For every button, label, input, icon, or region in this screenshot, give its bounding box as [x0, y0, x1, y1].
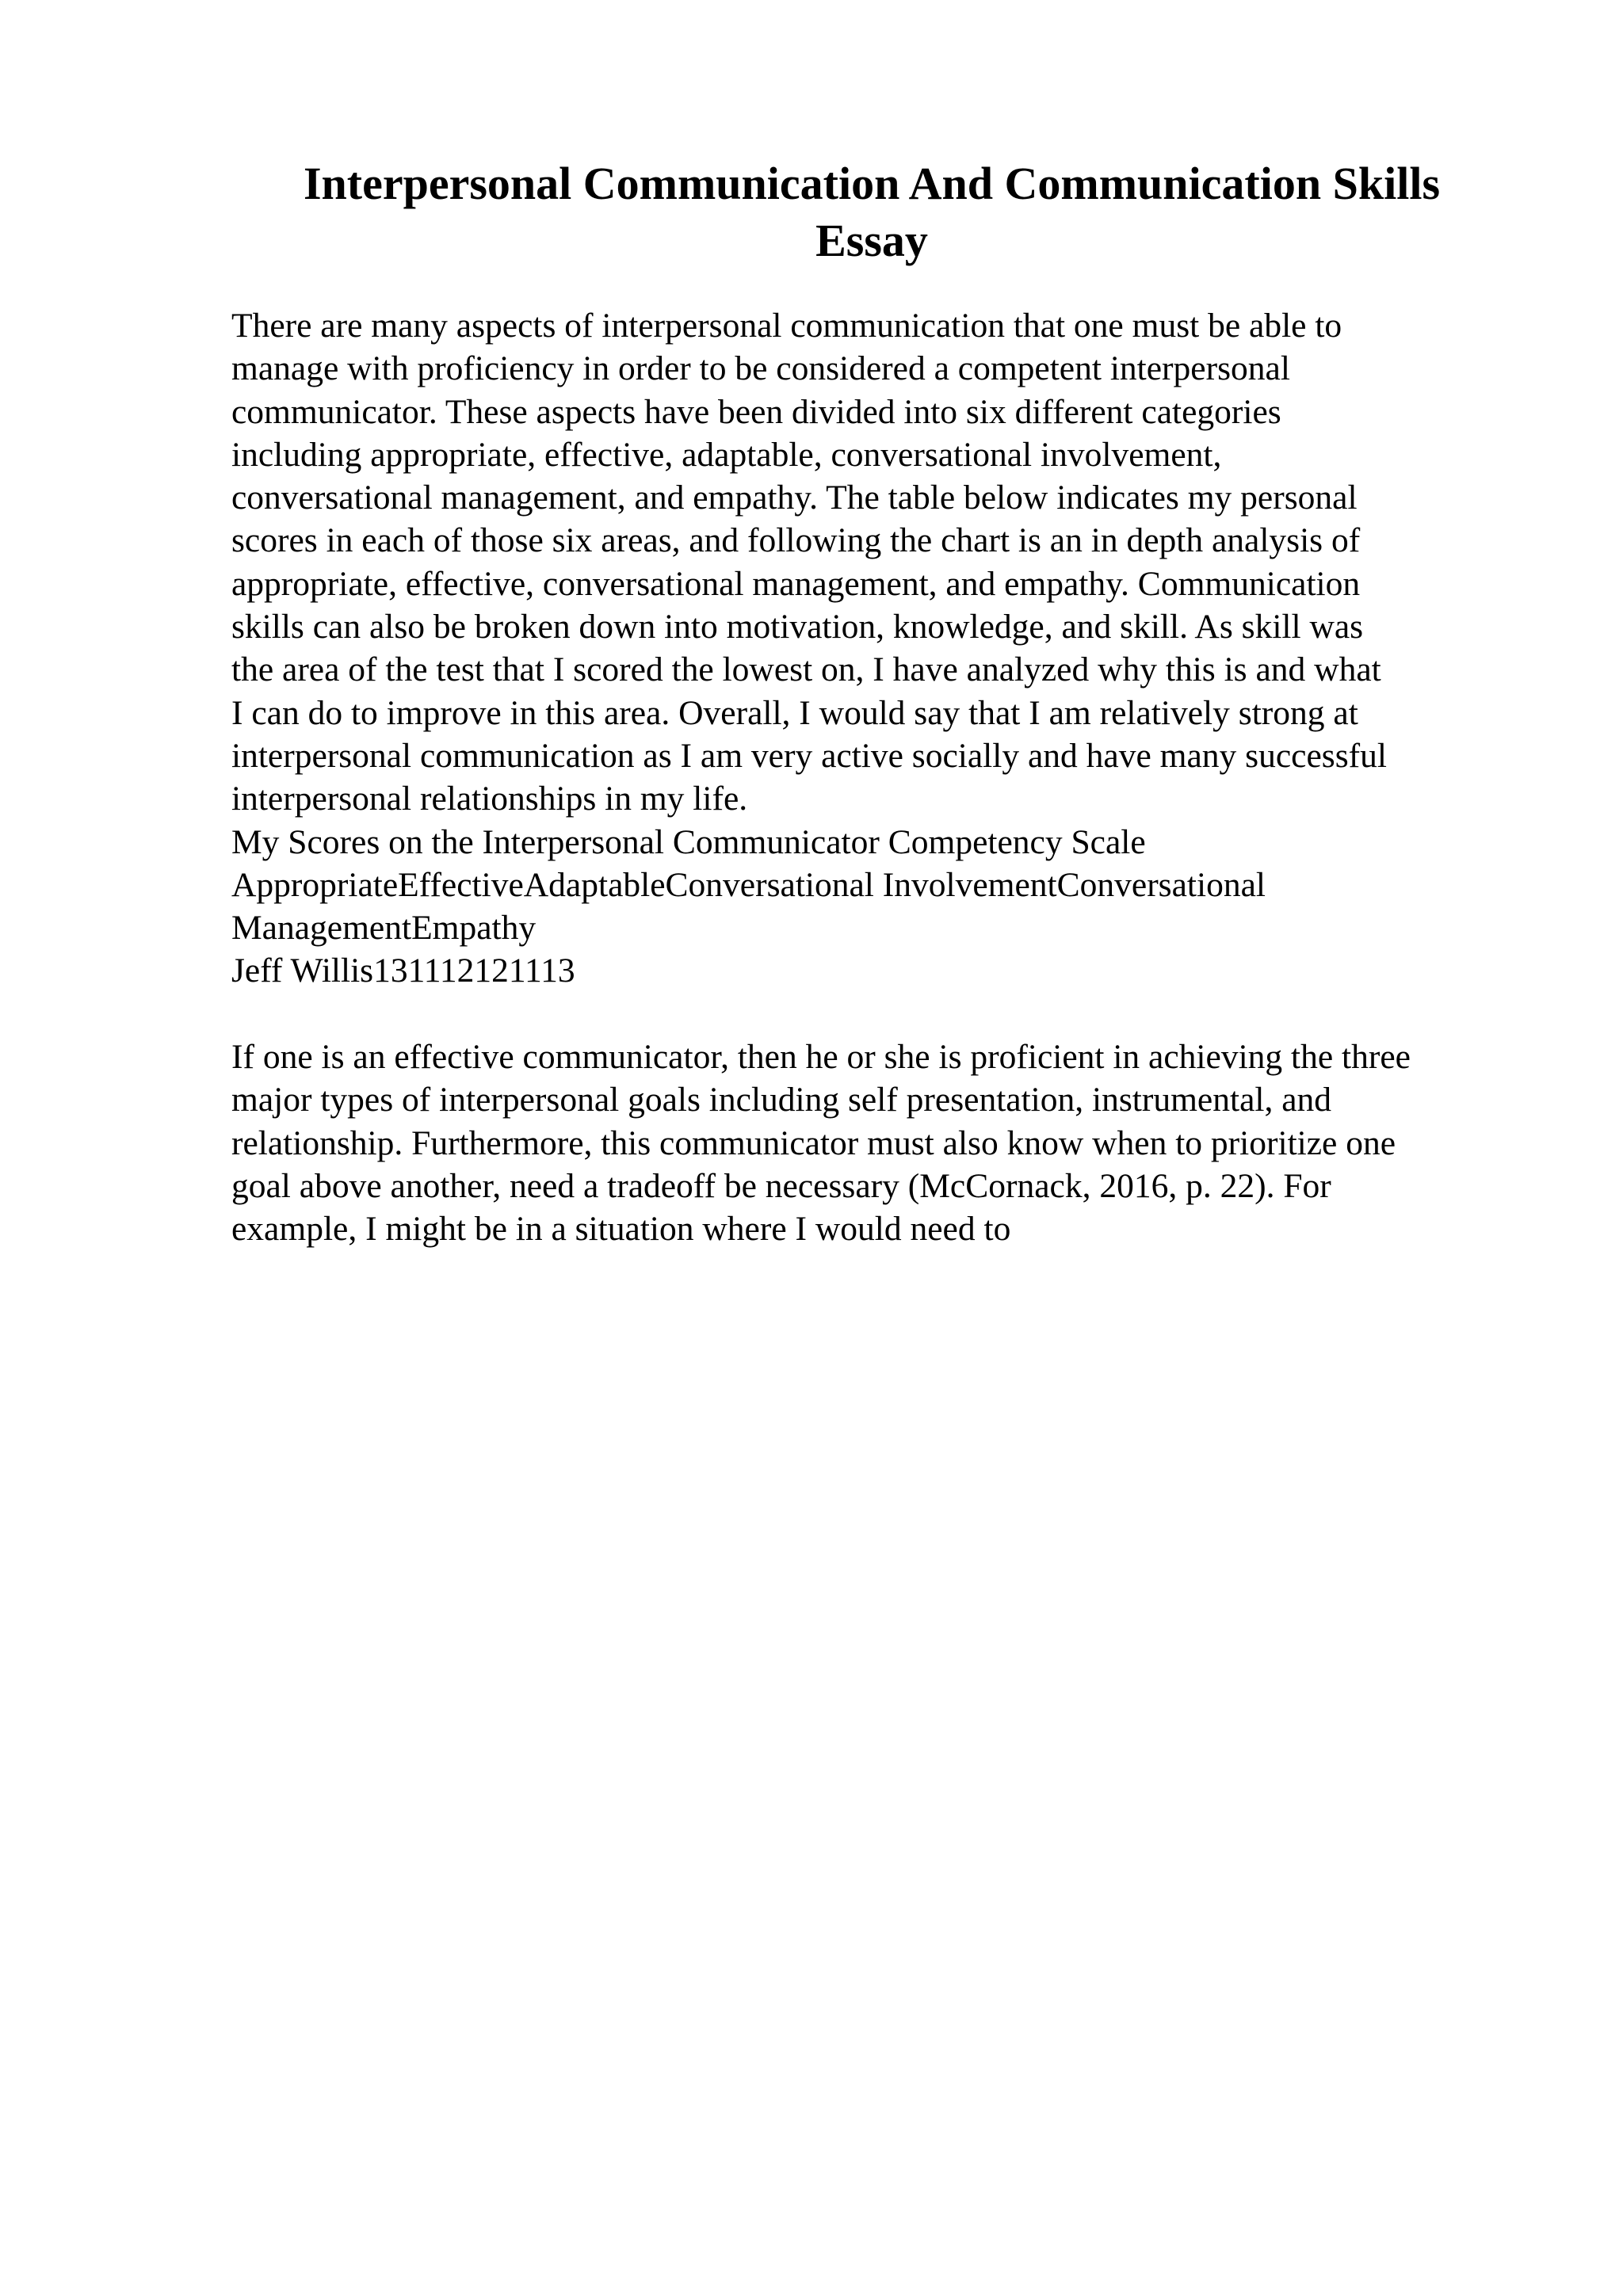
paragraph-line: There are many aspects of interpersonal communication that one must be able to	[231, 307, 1342, 345]
scores-header: AppropriateEffectiveAdaptableConversational InvolvementConversational	[231, 865, 1266, 904]
paragraph-line: interpersonal communication as I am very active socially and have many successful	[231, 736, 1387, 775]
paragraph-line: example, I might be in a situation where I would need to	[231, 1210, 1011, 1249]
paragraph-line: I can do to improve in this area. Overall, I would say that I am relatively strong at	[231, 693, 1358, 732]
paragraph-line: skills can also be broken down into motivation, knowledge, and skill. As skill was	[231, 608, 1364, 646]
paragraph-line: If one is an effective communicator, then he or she is proficient in achieving the three	[231, 1038, 1411, 1077]
essay-body	[231, 304, 1547, 1251]
scores-table	[231, 821, 1547, 993]
essay-title	[198, 155, 1545, 269]
scores-header: ManagementEmpathy	[231, 909, 537, 948]
paragraph-line: appropriate, effective, conversational management, and empathy. Communication	[231, 564, 1361, 603]
paragraph-line: the area of the test that I scored the lowest on, I have analyzed why this is and what	[231, 650, 1381, 689]
scores-row: Jeff Willis131112121113	[231, 952, 575, 990]
intro-paragraph	[231, 304, 1547, 821]
effective-paragraph	[231, 1035, 1547, 1250]
title-line: Interpersonal Communication And Communication Skills	[303, 158, 1441, 209]
paragraph-line: goal above another, need a tradeoff be necessary (McCornack, 2016, p. 22). For	[231, 1166, 1331, 1205]
scores-caption: My Scores on the Interpersonal Communicator Competency Scale	[231, 822, 1146, 861]
paragraph-line: scores in each of those six areas, and following the chart is an in depth analysis of	[231, 521, 1361, 560]
paragraph-line: major types of interpersonal goals including self presentation, instrumental, and	[231, 1081, 1332, 1119]
paragraph-line: manage with proficiency in order to be considered a competent interpersonal	[231, 349, 1290, 388]
paragraph-line: conversational management, and empathy. The table below indicates my personal	[231, 479, 1358, 517]
paragraph-line: communicator. These aspects have been divided into six different categories	[231, 392, 1281, 431]
paragraph-line: including appropriate, effective, adaptable, conversational involvement,	[231, 435, 1222, 474]
paragraph-line: relationship. Furthermore, this communicator must also know when to prioritize one	[231, 1123, 1396, 1162]
title-line: Essay	[815, 215, 928, 266]
paragraph-spacer	[231, 993, 1547, 1035]
paragraph-line: interpersonal relationships in my life.	[231, 780, 748, 818]
